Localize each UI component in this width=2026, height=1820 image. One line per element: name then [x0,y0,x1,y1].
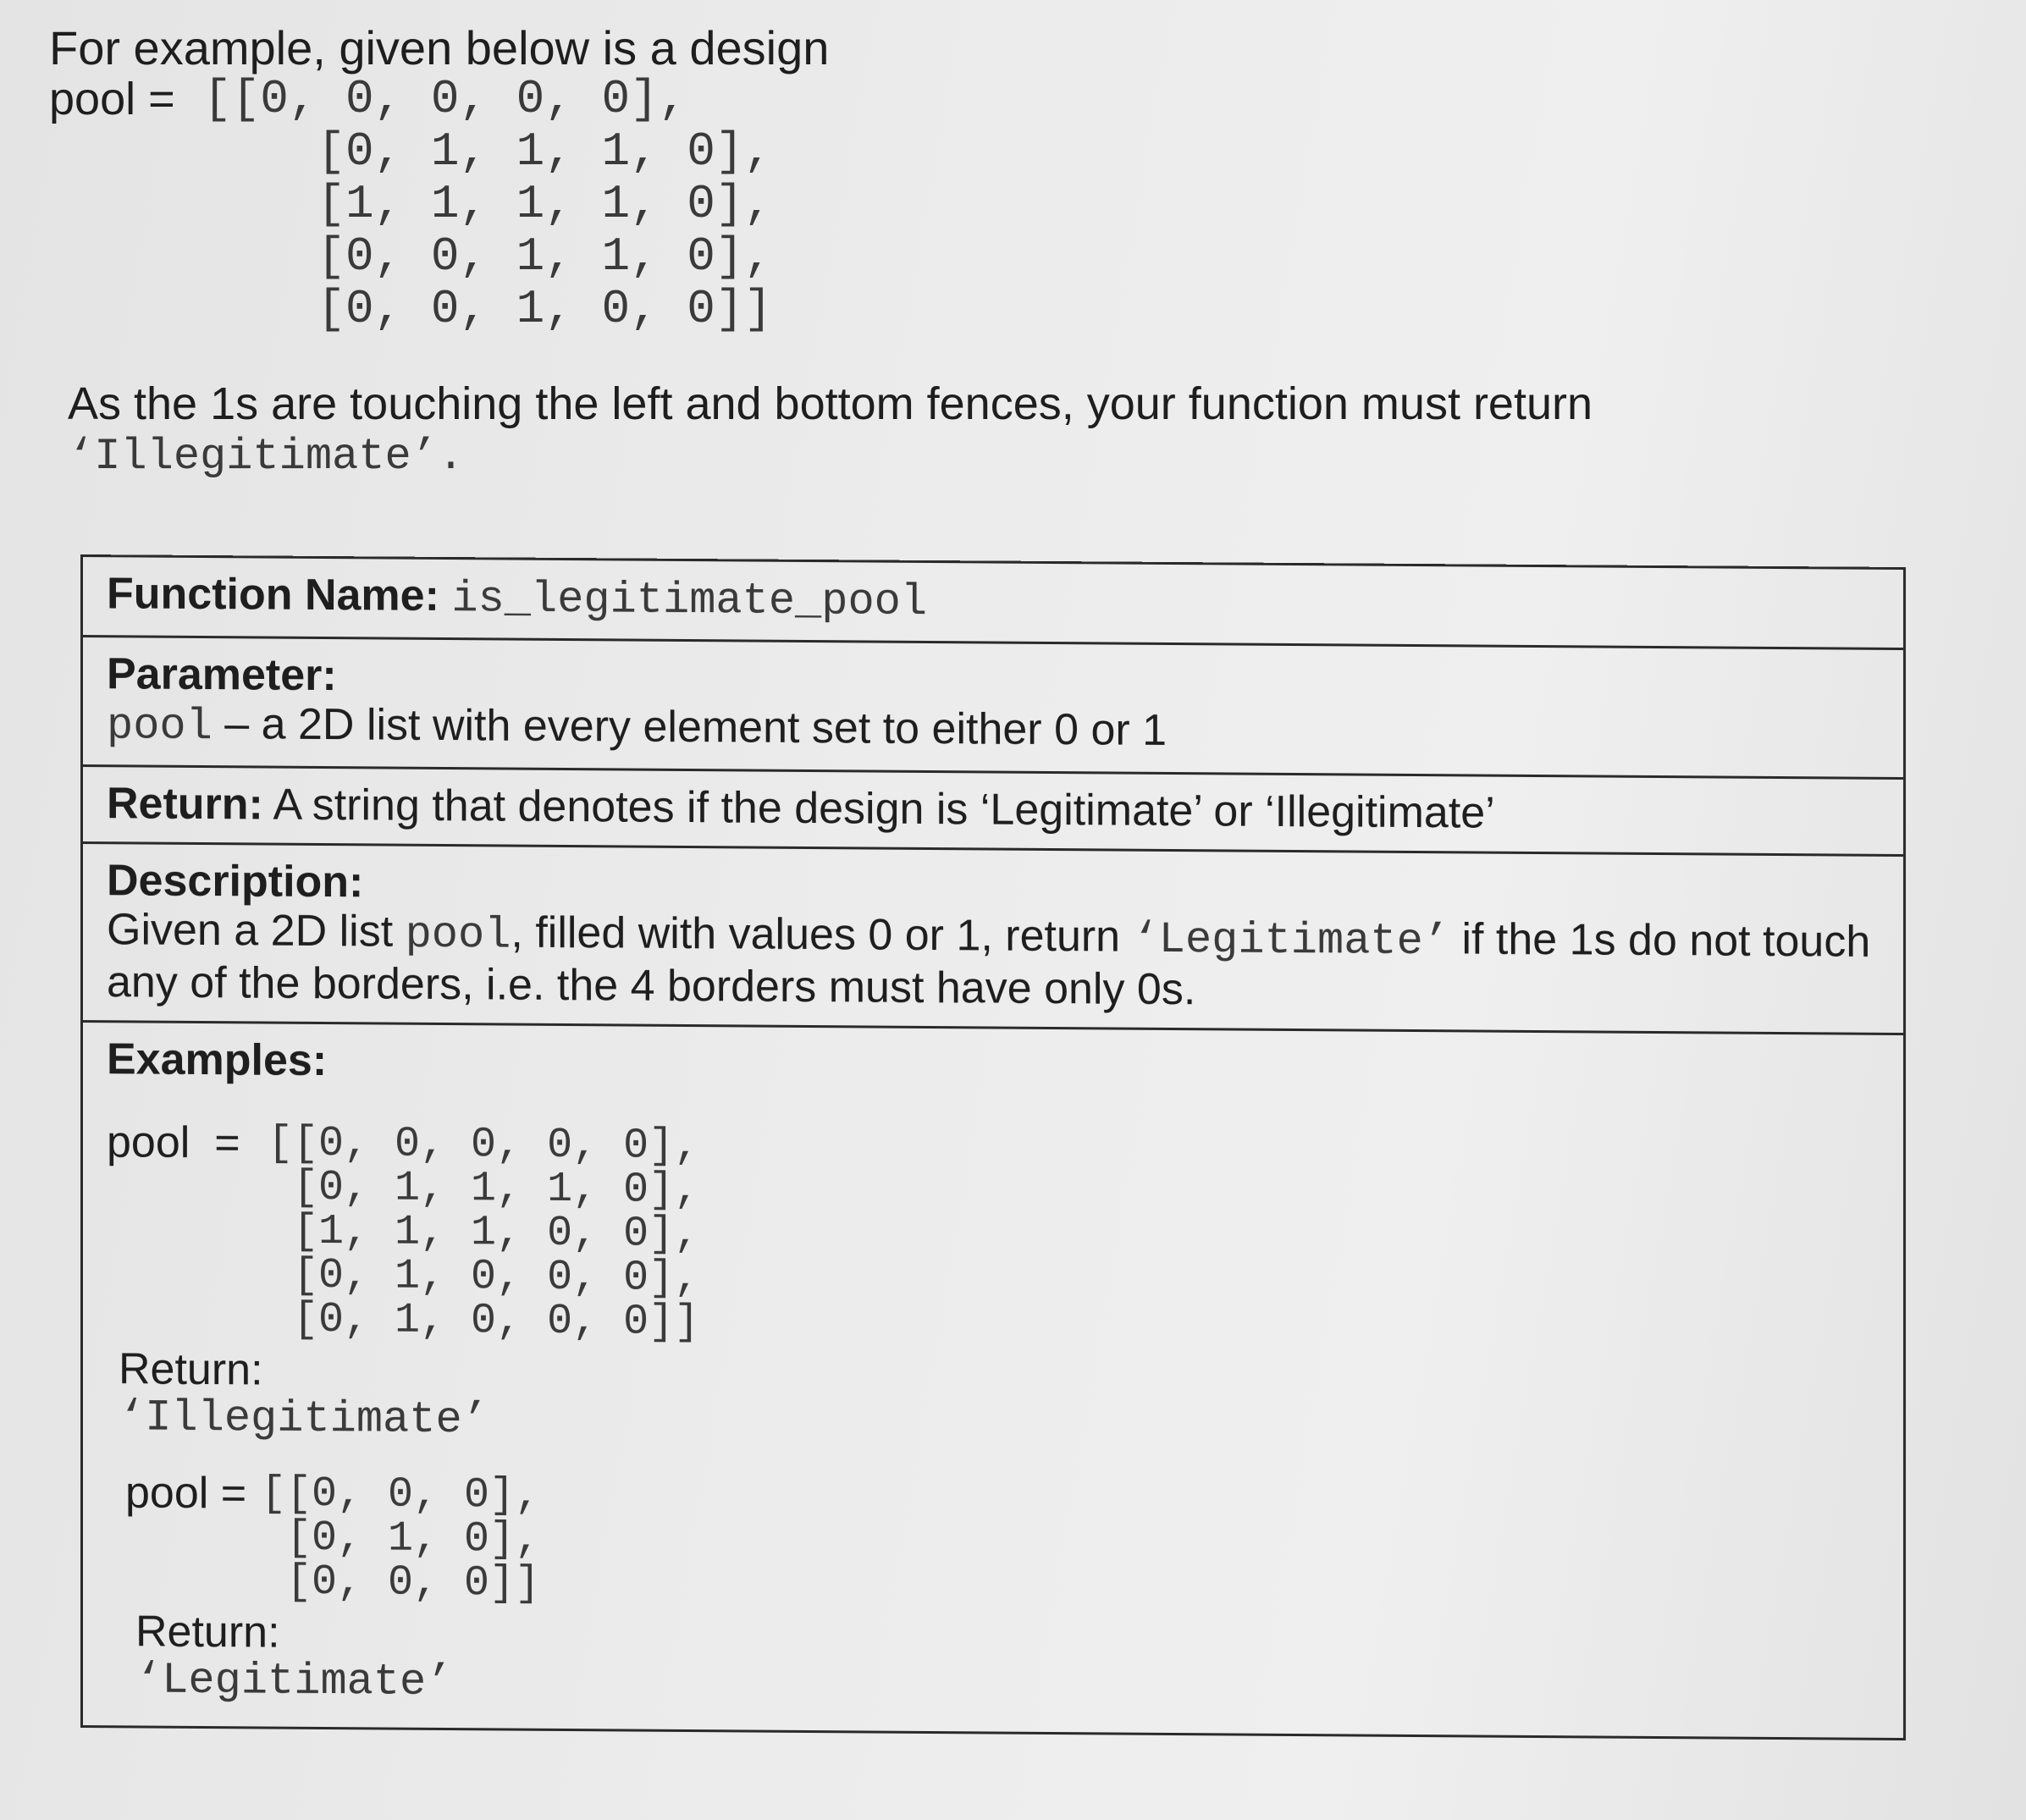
return-row [83,767,1903,857]
description-text [107,905,1883,1019]
description-code-legitimate: ‘Legitimate’ [1132,914,1449,968]
example-2-return-value: ‘Legitimate’ [135,1655,453,1708]
examples-row [83,1023,1903,1738]
parameter-label: Parameter: [107,649,337,701]
parameter-row [83,637,1903,780]
parameter-name: pool [107,701,213,753]
description-row [83,844,1903,1035]
fence-note-text: As the 1s are touching the left and bottom fences, your function must return [68,378,1593,429]
description-part1: Given a 2D list [107,905,406,957]
example-2-return-label: Return: [135,1607,280,1657]
function-name-value: is_legitimate_pool [451,574,928,627]
example-1-return-value: ‘Illegitimate’ [119,1393,489,1446]
function-name-row [83,557,1903,650]
intro-pool-label: pool = [49,74,175,124]
example-1-pool-matrix: [[0, 0, 0, 0, 0], [0, 1, 1, 1, 0], [1, 1, 1, 0, 0], [0, 1, 0, 0, 0], [0, 1, 0, 0, 0]] [268,1119,700,1348]
description-part3: if the 1s do not touch any of the borders, i.e. the 4 borders must have only 0s. [107,914,1871,1015]
examples-label: Examples: [107,1034,328,1086]
fence-note [68,379,1634,482]
intro-pool-matrix: [[0, 0, 0, 0, 0], [0, 1, 1, 1, 0], [1, 1, 1, 1, 0], [0, 0, 1, 1, 0], [0, 0, 1, 0, 0]] [203,72,773,336]
example-1-pool-label: pool = [107,1117,240,1168]
parameter-desc: – a 2D list with every element set to either 0 or 1 [212,699,1168,755]
example-1 [107,1117,1883,1455]
return-desc: A string that denotes if the design is ‘Legitimate’ or ‘Illegitimate’ [262,780,1495,838]
return-label: Return: [107,779,263,830]
function-spec-table [80,554,1906,1740]
description-part2: , filled with values 0 or 1, return [511,907,1133,962]
fence-note-value: ‘Illegitimate’. [68,432,465,482]
description-code-pool: pool [405,909,511,961]
example-2 [107,1468,1883,1718]
intro-text: For example, given below is a design [49,21,830,74]
function-name-label: Function Name: [107,569,439,620]
example-1-return-label: Return: [119,1344,263,1395]
description-label: Description: [107,856,364,907]
example-2-pool-matrix: [[0, 0, 0], [0, 1, 0], [0, 0, 0]] [261,1470,541,1608]
example-2-pool-label: pool = [125,1468,247,1519]
